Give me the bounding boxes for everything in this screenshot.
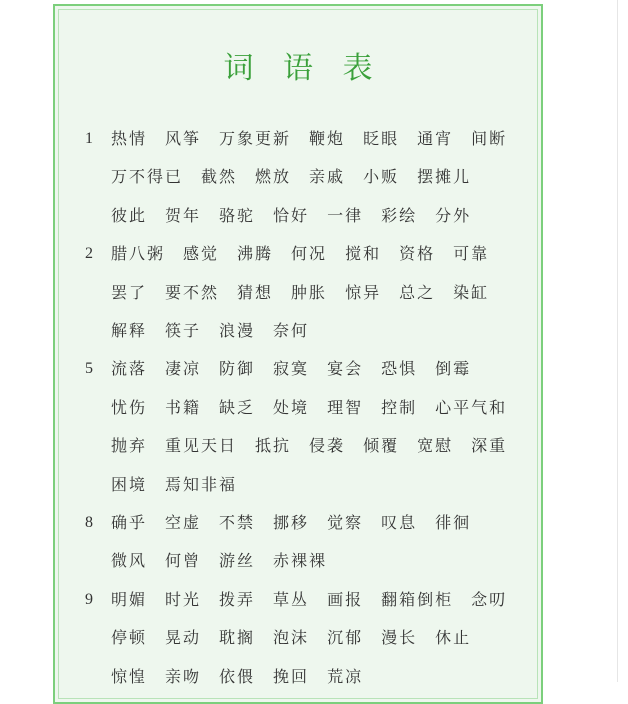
- page-title: 词 语 表: [223, 51, 383, 86]
- vocabulary-word: 浪漫: [219, 321, 256, 341]
- vocabulary-word: 小贩: [363, 167, 400, 187]
- vocabulary-word: 彼此: [111, 205, 148, 225]
- word-list: [111, 120, 535, 235]
- vocabulary-word: 彩绘: [381, 205, 418, 225]
- vocabulary-word: 燃放: [255, 167, 292, 187]
- page-edge-divider: [617, 0, 618, 682]
- vocabulary-word: 翻箱倒柜: [381, 589, 454, 609]
- vocabulary-word: 时光: [165, 589, 202, 609]
- vocabulary-word: 惊异: [345, 282, 382, 302]
- word-groups: [85, 120, 535, 696]
- vocabulary-word: 挪移: [273, 513, 310, 533]
- vocabulary-word: 抵抗: [255, 436, 292, 456]
- vocabulary-word: 肿胀: [291, 282, 328, 302]
- vocabulary-word: 宽慰: [417, 436, 454, 456]
- vocabulary-word: 一律: [327, 205, 364, 225]
- vocabulary-panel: [53, 4, 543, 704]
- lesson-number: 8: [85, 514, 93, 532]
- vocabulary-word: 泡沫: [273, 628, 310, 648]
- vocabulary-word: 惊惶: [111, 666, 148, 686]
- vocabulary-word: 沉郁: [327, 628, 364, 648]
- word-group: [85, 235, 535, 350]
- vocabulary-word: 眨眼: [363, 129, 400, 148]
- vocabulary-word: 倾覆: [363, 436, 400, 456]
- vocabulary-word: 抛弃: [111, 436, 148, 456]
- vocabulary-word: 恐惧: [381, 359, 418, 379]
- vocabulary-word: 总之: [399, 282, 436, 302]
- vocabulary-word: 深重: [471, 436, 508, 456]
- vocabulary-word: 染缸: [453, 282, 490, 302]
- vocabulary-word: 理智: [327, 397, 364, 417]
- vocabulary-word: 罢了: [111, 282, 148, 302]
- lesson-number: 1: [85, 130, 93, 147]
- vocabulary-word: 控制: [381, 397, 418, 417]
- vocabulary-word: 截然: [201, 167, 238, 187]
- vocabulary-word: 微风: [111, 551, 148, 571]
- word-list: [111, 350, 535, 504]
- vocabulary-word: 寂寞: [273, 359, 310, 379]
- vocabulary-word: 倒霉: [435, 359, 472, 379]
- vocabulary-word: 处境: [273, 397, 310, 417]
- vocabulary-word: 腊八粥: [111, 244, 166, 264]
- vocabulary-word: 可靠: [453, 244, 490, 264]
- vocabulary-word: 不禁: [219, 513, 256, 533]
- vocabulary-word: 困境: [111, 474, 148, 494]
- vocabulary-word: 画报: [327, 589, 364, 609]
- word-group: [85, 120, 535, 235]
- vocabulary-word: 猜想: [237, 282, 274, 302]
- vocabulary-word: 书籍: [165, 397, 202, 417]
- vocabulary-word: 漫长: [381, 628, 418, 648]
- lesson-number: 2: [85, 245, 93, 263]
- vocabulary-word: 亲戚: [309, 167, 346, 187]
- vocabulary-word: 万象更新: [219, 129, 292, 148]
- lesson-number: 9: [85, 590, 93, 608]
- vocabulary-word: 确乎: [111, 513, 148, 533]
- vocabulary-word: 重见天日: [165, 436, 238, 456]
- vocabulary-word: 凄凉: [165, 359, 202, 379]
- vocabulary-word: 赤裸裸: [273, 551, 328, 571]
- vocabulary-word: 万不得已: [111, 167, 184, 187]
- vocabulary-word: 要不然: [165, 282, 220, 302]
- vocabulary-word: 贺年: [165, 205, 202, 225]
- vocabulary-word: 明媚: [111, 589, 148, 609]
- vocabulary-word: 缺乏: [219, 397, 256, 417]
- vocabulary-word: 鞭炮: [309, 129, 346, 148]
- lesson-number: 5: [85, 360, 93, 378]
- vocabulary-word: 搅和: [345, 244, 382, 264]
- vocabulary-word: 空虚: [165, 513, 202, 533]
- vocabulary-word: 摆摊儿: [417, 167, 472, 187]
- vocabulary-word: 奈何: [273, 321, 310, 341]
- vocabulary-word: 解释: [111, 321, 148, 341]
- vocabulary-word: 恰好: [273, 205, 310, 225]
- vocabulary-word: 通宵: [417, 129, 454, 148]
- word-list: [111, 235, 535, 350]
- word-group: [85, 350, 535, 504]
- vocabulary-word: 挽回: [273, 666, 310, 686]
- vocabulary-word: 拨弄: [219, 589, 256, 609]
- vocabulary-word: 分外: [435, 205, 472, 225]
- vocabulary-word: 流落: [111, 359, 148, 379]
- vocabulary-word: 草丛: [273, 589, 310, 609]
- vocabulary-word: 感觉: [183, 244, 220, 264]
- word-list: [111, 504, 535, 581]
- vocabulary-word: 沸腾: [237, 244, 274, 264]
- vocabulary-word: 风筝: [165, 129, 202, 148]
- vocabulary-word: 徘徊: [435, 513, 472, 533]
- vocabulary-word: 焉知非福: [165, 474, 238, 494]
- vocabulary-word: 叹息: [381, 513, 418, 533]
- vocabulary-word: 晃动: [165, 628, 202, 648]
- vocabulary-word: 荒凉: [327, 666, 364, 686]
- vocabulary-word: 骆驼: [219, 205, 256, 225]
- vocabulary-word: 何曾: [165, 551, 202, 571]
- vocabulary-word: 忧伤: [111, 397, 148, 417]
- vocabulary-word: 宴会: [327, 359, 364, 379]
- word-group: [85, 581, 535, 696]
- vocabulary-word: 资格: [399, 244, 436, 264]
- vocabulary-word: 亲吻: [165, 666, 202, 686]
- vocabulary-word: 何况: [291, 244, 328, 264]
- vocabulary-word: 游丝: [219, 551, 256, 571]
- word-group: [85, 504, 535, 581]
- vocabulary-word: 休止: [435, 628, 472, 648]
- vocabulary-word: 防御: [219, 359, 256, 379]
- vocabulary-word: 耽搁: [219, 628, 256, 648]
- vocabulary-word: 念叨: [471, 589, 508, 609]
- vocabulary-word: 筷子: [165, 321, 202, 341]
- vocabulary-word: 停顿: [111, 628, 148, 648]
- vocabulary-word: 热情: [111, 129, 148, 148]
- vocabulary-word: 间断: [471, 129, 508, 148]
- vocabulary-word: 觉察: [327, 513, 364, 533]
- vocabulary-word: 侵袭: [309, 436, 346, 456]
- vocabulary-word: 依偎: [219, 666, 256, 686]
- word-list: [111, 581, 535, 696]
- vocabulary-word: 心平气和: [435, 397, 508, 417]
